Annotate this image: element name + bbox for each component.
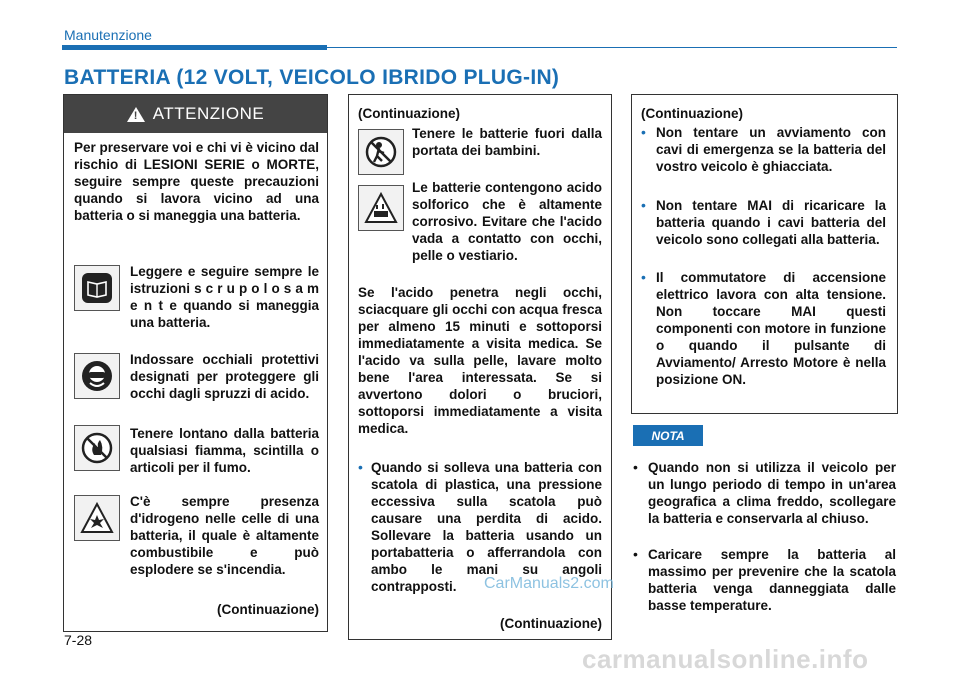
continuation-footer: (Continuazione) xyxy=(500,616,602,631)
page-number: 7-28 xyxy=(64,632,93,648)
bullet-dot: • xyxy=(633,459,638,475)
page-title: BATTERIA (12 VOLT, VEICOLO IBRIDO PLUG-IN) xyxy=(64,66,560,89)
book-icon xyxy=(74,265,120,311)
warning-item-flame: Tenere lontano dalla batteria qualsiasi fiamma, scintilla o articoli per il fumo. xyxy=(130,426,319,475)
watermark-center: CarManuals2.com xyxy=(484,575,614,592)
bullet-dot: • xyxy=(641,197,646,213)
note-charging: Caricare sempre la batteria al massimo per prevenire che la scatola batteria venga danneggiata dalle basse temperature. xyxy=(648,547,896,613)
warning-continuation-box xyxy=(348,94,612,640)
continuation-heading-2: (Continuazione) xyxy=(641,106,743,121)
watermark-corner: carmanualsonline.info xyxy=(582,644,869,674)
warning-header xyxy=(64,95,327,133)
continuation-item-children: Tenere le batterie fuori dalla portata dei bambini. xyxy=(412,126,602,158)
warning-intro: Per preservare voi e chi vi è vicino dal rischio di LESIONI SERIE o MORTE, seguire sempre queste precauzioni quando si lavora vicino ad una batteria o si maneggia una batteria. xyxy=(74,140,319,223)
warning-item-explosion: C'è sempre presenza d'idrogeno nelle celle di una batteria, il quale è altamente combustibile e può esplodere se s'incendia. xyxy=(130,494,319,577)
section-title: Manutenzione xyxy=(64,27,152,43)
continuation-heading: (Continuazione) xyxy=(358,106,460,121)
note-label: NOTA xyxy=(633,425,703,446)
corrosive-icon xyxy=(358,185,404,231)
section-rule-thin xyxy=(327,47,897,48)
bullet-dot: • xyxy=(633,546,638,562)
warning-continuation-box-2 xyxy=(631,94,898,414)
note-storage: Quando non si utilizza il veicolo per un lungo periodo di tempo in un'area geografica a clima freddo, scollegare la batteria e conservarla al chiuso. xyxy=(648,460,896,526)
keep-children-away-icon xyxy=(358,129,404,175)
warning-item-read: Leggere e seguire sempre le istruzioni s c r u p o l o s a m e n t e quando si maneggia una batteria. xyxy=(130,264,319,330)
explosion-icon xyxy=(74,495,120,541)
section-rule-thick xyxy=(62,45,327,50)
warning-heading: ATTENZIONE xyxy=(152,104,265,123)
acid-instructions: Se l'acido penetra negli occhi, sciacquare gli occhi con acqua fresca per almeno 15 minuti e sottoporsi immediatamente a visita medica. Se l'acido va sulla pelle, lavare molto bene l'area interessata. Se si avvertono dolori o bruciori, sottoporsi immediatamente a visita medica. xyxy=(358,285,602,436)
no-flame-icon xyxy=(74,425,120,471)
bullet-dot: • xyxy=(358,459,363,475)
jump-start-warning: Non tentare un avviamento con cavi di emergenza se la batteria del vostro veicolo è ghiacciata. xyxy=(656,125,886,174)
bullet-dot: • xyxy=(641,269,646,285)
warning-item-goggles: Indossare occhiali protettivi designati per proteggere gli occhi dagli spruzzi di acido. xyxy=(130,352,319,401)
ignition-voltage-warning: Il commutatore di accensione elettrico lavora con alta tensione. Non toccare MAI questi componenti con motore in funzione o quando il pulsante di Avviamento/ Arresto Motore è nella posizione ON. xyxy=(656,270,886,387)
lifting-instructions: Quando si solleva una batteria con scatola di plastica, una pressione eccessiva sulla scatola può causare una perdita di acido. Sollevare la batteria usando un portabatteria o afferrandola con ambo le mani su angoli contrapposti. xyxy=(371,460,602,594)
warning-box xyxy=(63,94,328,632)
warning-continued: (Continuazione) xyxy=(217,602,319,617)
goggles-icon xyxy=(74,353,120,399)
recharge-warning: Non tentare MAI di ricaricare la batteria quando i cavi batteria del veicolo sono collegati alla batteria. xyxy=(656,198,886,247)
warning-triangle-icon: ! xyxy=(127,107,145,122)
bullet-dot: • xyxy=(641,124,646,140)
continuation-item-acid: Le batterie contengono acido solforico che è altamente corrosivo. Evitare che l'acido vada a contatto con occhi, pelle o vestiario. xyxy=(412,180,602,263)
